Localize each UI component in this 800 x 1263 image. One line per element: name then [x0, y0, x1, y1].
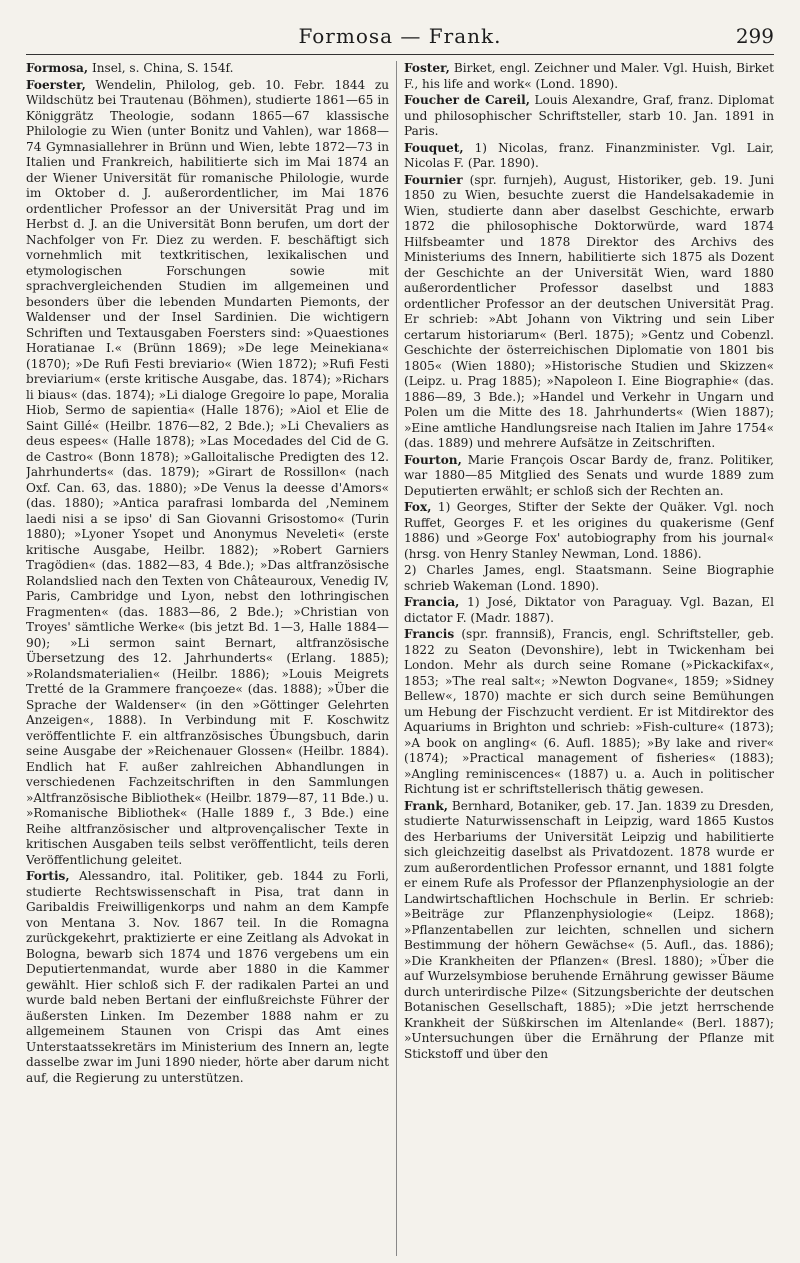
entry	[404, 500, 774, 562]
entry-headword: Formosa,	[26, 61, 89, 75]
entry-text: (spr. furnjeh), August, Historiker, geb. 19. Juni 1850 zu Wien, besuchte zuerst die Handelsakademie in Wien, studierte dann aber daselbst Geschichte, erwarb 1872 die philosophische Doktorwürde, ward 1874 Hilfsbeamter und 1878 Direktor des Archivs des Ministeriums des Innern, habilitierte sich 1875 als Dozent der Geschichte an der Universität Wien, ward 1880 außerordentlicher Professor daselbst und 1883 ordentlicher Professor an der deutschen Universität Prag. Er schrieb: »Abt Johann von Viktring und sein Liber certarum historiarum« (Berl. 1875); »Gentz und Cobenzl. Geschichte der österreichischen Diplomatie von 1801 bis 1805« (Wien 1880); »Historische Studien und Skizzen« (Leipz. u. Prag 1885); »Napoleon I. Eine Biographie« (das. 1886—89, 3 Bde.); »Handel und Verkehr in Ungarn und Polen um die Mitte des 18. Jahrhunderts« (Wien 1887); »Eine amtliche Handlungsreise nach Italien im Jahre 1754« (das. 1889) und mehrere Aufsätze in Zeitschriften.	[404, 172, 774, 450]
entry-text: Birket, engl. Zeichner und Maler. Vgl. Huish, Birket F., his life and work« (Lond. 1890).	[404, 61, 774, 91]
entry	[26, 61, 389, 77]
entry	[404, 595, 774, 626]
entry-text: Wendelin, Philolog, geb. 10. Febr. 1844 zu Wildschütz bei Trautenau (Böhmen), studierte 1861—65 in Königgrätz Theologie, sodann 1865—67 klassische Philologie zu Wien (unter Bonitz und Vahlen), war 1868—74 Gymnasiallehrer in Brünn und Wien, lebte 1872—73 in Italien und Frankreich, habilitierte sich im Mai 1874 an der Wiener Universität für romanische Philologie, wurde im Oktober d. J. außerordentlicher, im Mai 1876 ordentlicher Professor an der Universität Prag und im Herbst d. J. an die Universität Bonn berufen, um dort der Nachfolger von Fr. Diez zu werden. F. beschäftigt sich vornehmlich mit textkritischen, lexikalischen und etymologischen Forschungen sowie mit sprachvergleichenden Studien im allgemeinen und besonders über die lebenden Mundarten Piemonts, der Waldenser und der Insel Sardinien. Die wichtigern Schriften und Textausgaben Foersters sind: »Quaestiones Horatianae I.« (Brünn 1869); »De lege Meinekiana« (1870); »De Rufi Festi breviario« (Wien 1872); »Rufi Festi breviarium« (erste kritische Ausgabe, das. 1874); »Richars li biaus« (das. 1874); »Li dialoge Gregoire lo pape, Moralia Hiob, Sermo de sapientia« (Halle 1876); »Aiol et Elie de Saint Gillé« (Heilbr. 1876—82, 2 Bde.); »Li Chevaliers as deus espees« (Halle 1878); »Las Mocedades del Cid de G. de Castro« (Bonn 1878); »Galloitalische Predigten des 12. Jahrhunderts« (das. 1879); »Girart de Rossillon« (nach Oxf. Can. 63, das. 1880); »De Venus la deesse d'Amors« (das. 1880); »Antica parafrasi lombarda del ‚Neminem laedi nisi a se ipso' di San Giovanni Grisostomo« (Turin 1880); »Lyoner Ysopet und Anonymus Neveleti« (erste kritische Ausgabe, Heilbr. 1882); »Robert Garniers Tragödien« (das. 1882—83, 4 Bde.); »Das altfranzösische Rolandslied nach den Texten von Châteauroux, Venedig IV, Paris, Cambridge und Lyon, nebst den lothringischen Fragmenten« (das. 1883—86, 2 Bde.); »Christian von Troyes' sämtliche Werke« (bis jetzt Bd. 1—3, Halle 1884—90); »Li sermon saint Bernart, altfranzösische Übersetzung des 12. Jahrhunderts« (Erlang. 1885); »Rolandsmaterialien« (Heilbr. 1886); »Louis Meigrets Tretté de la Grammere françoeze« (das. 1888); »Über die Sprache der Waldenser« (in den »Göttinger Gelehrten Anzeigen«, 1888). In Verbindung mit F. Koschwitz veröffentlichte F. ein altfranzösisches Übungsbuch, darin seine Ausgabe der »Reichenauer Glossen« (Heilbr. 1884). Endlich hat F. außer zahlreichen Abhandlungen in verschiedenen Fachzeitschriften in den Sammlungen »Altfranzösische Bibliothek« (Heilbr. 1879—87, 11 Bde.) u. »Romanische Bibliothek« (Halle 1889 f., 3 Bde.) eine Reihe altfranzösischer und altprovençalischer Texte in kritischen Ausgaben teils selbst veröffentlicht, teils deren Veröffentlichung geleitet.	[26, 77, 389, 867]
entry-headword: Fouquet,	[404, 140, 464, 155]
entry-headword: Fournier	[404, 172, 463, 187]
entry	[404, 93, 774, 140]
entry	[404, 61, 774, 92]
entry-headword: Foucher de Careil,	[404, 93, 530, 107]
page-number: 299	[735, 24, 774, 48]
entry-text: 2) Charles James, engl. Staatsmann. Seine Biographie schrieb Wakeman (Lond. 1890).	[404, 563, 774, 593]
entry-headword: Foerster,	[26, 77, 86, 92]
entry-headword: Francis	[404, 627, 455, 641]
entry	[404, 453, 774, 500]
page-header	[26, 20, 774, 55]
entry-headword: Francia,	[404, 595, 460, 609]
entry-text: Marie François Oscar Bardy de, franz. Politiker, war 1880—85 Mitglied des Senats und wurde 1889 zum Deputierten erwählt; er schloß sich der Rechten an.	[404, 452, 774, 498]
entry-text: Alessandro, ital. Politiker, geb. 1844 zu Forli, studierte Rechtswissenschaft in Pisa, trat dann in Garibaldis Freiwilligenkorps und nahm an dem Kampfe von Mentana 3. Nov. 1867 teil. In die Romagna zurückgekehrt, praktizierte er eine Zeitlang als Advokat in Bologna, bewarb sich 1874 und 1876 vergebens um ein Deputiertenmandat, wurde aber 1880 in die Kammer gewählt. Hier schloß sich F. der radikalen Partei an und wurde bald neben Bertani der einflußreichste Führer der äußersten Linken. Im Dezember 1888 nahm er zu allgemeinem Staunen von Crispi das Amt eines Unterstaatssekretärs im Ministerium des Innern an, legte dasselbe zwar im Juni 1890 nieder, hörte aber darum nicht auf, die Regierung zu unterstützen.	[26, 869, 389, 1085]
entry-headword: Frank,	[404, 798, 448, 813]
entry-text: 1) Nicolas, franz. Finanzminister. Vgl. Lair, Nicolas F. (Par. 1890).	[404, 140, 774, 170]
entry	[404, 173, 774, 452]
right-column	[396, 61, 774, 1256]
entry-text: Bernhard, Botaniker, geb. 17. Jan. 1839 zu Dresden, studierte Naturwissenschaft in Leipzig, ward 1865 Kustos des Herbariums der Universität Leipzig und habilitierte sich gleichzeitig daselbst als Privatdozent. 1878 wurde er zum außerordentlichen Professor ernannt, und 1881 folgte er einem Rufe als Professor der Pflanzenphysiologie an der Landwirtschaftlichen Hochschule in Berlin. Er schrieb: »Beiträge zur Pflanzenphysiologie« (Leipz. 1868); »Pflanzentabellen zur leichten, schnellen und sichern Bestimmung der höhern Gewächse« (5. Aufl., das. 1886); »Die Krankheiten der Pflanzen« (Bresl. 1880); »Über die auf Wurzelsymbiose beruhende Ernährung gewisser Bäume durch unterirdische Pilze« (Sitzungsberichte der deutschen Botanischen Gesellschaft, 1885); »Die jetzt herrschende Krankheit der Süßkirschen im Altenlande« (Berl. 1887); »Untersuchungen über die Ernährung der Pflanze mit Stickstoff und über den	[404, 798, 774, 1061]
running-title: Formosa — Frank.	[298, 24, 502, 48]
entry-text: Insel, s. China, S. 154f.	[88, 61, 234, 75]
entry-headword: Foster,	[404, 61, 450, 75]
text-columns	[26, 61, 774, 1256]
entry	[404, 563, 774, 594]
entry	[404, 627, 774, 798]
entry-text: Louis Alexandre, Graf, franz. Diplomat und philosophischer Schriftsteller, starb 10. Jan. 1891 in Paris.	[404, 93, 774, 138]
entry-text: 1) Georges, Stifter der Sekte der Quäker. Vgl. noch Ruffet, Georges F. et les origines du quakerisme (Genf 1886) und »George Fox' autobiography from his journal« (hrsg. von Henry Stanley Newman, Lond. 1886).	[404, 500, 774, 561]
left-column	[26, 61, 396, 1256]
entry-text: 1) José, Diktator von Paraguay. Vgl. Bazan, El dictator F. (Madr. 1887).	[404, 595, 774, 625]
entry	[26, 78, 389, 869]
entry-headword: Fourton,	[404, 452, 462, 467]
entry-text: (spr. frannsiß), Francis, engl. Schriftsteller, geb. 1822 zu Seaton (Devonshire), lebt in Twickenham bei London. Mehr als durch seine Romane (»Pickackifax«, 1853; »The real salt«; »Newton Dogvane«, 1859; »Sidney Bellew«, 1870) machte er sich durch seine Bemühungen um Hebung der Fischzucht verdient. Er ist Mitdirektor des Aquariums in Brighton und schrieb: »Fish-culture« (1873); »A book on angling« (6. Aufl. 1885); »By lake and river« (1874); »Practical management of fisheries« (1883); »Angling reminiscences« (1887) u. a. Auch in politischer Richtung ist er schriftstellerisch thätig gewesen.	[404, 627, 774, 796]
entry	[404, 799, 774, 1063]
entry-headword: Fox,	[404, 500, 432, 514]
entry-headword: Fortis,	[26, 869, 70, 883]
entry	[404, 141, 774, 172]
entry	[26, 869, 389, 1086]
